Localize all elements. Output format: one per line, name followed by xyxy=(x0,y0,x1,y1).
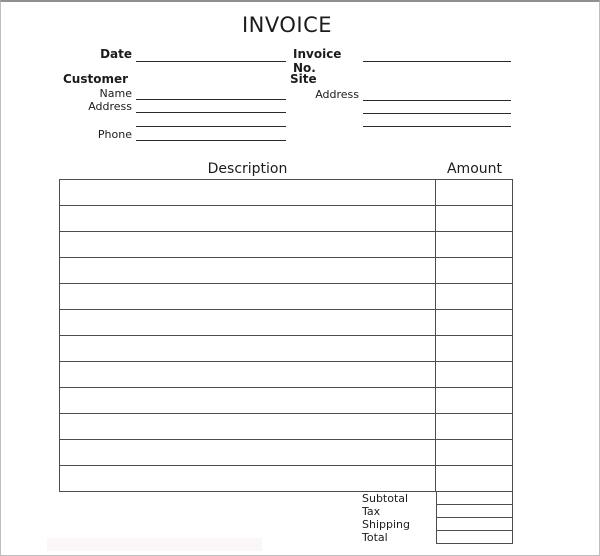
description-cell[interactable] xyxy=(60,388,435,413)
amount-cell[interactable] xyxy=(435,206,512,231)
description-column-header: Description xyxy=(207,161,288,177)
description-cell[interactable] xyxy=(60,284,435,309)
amount-cell[interactable] xyxy=(435,310,512,335)
customer-address-label: Address xyxy=(88,100,132,113)
customer-name-label: Name xyxy=(99,87,132,100)
totals-section xyxy=(59,492,513,544)
customer-address2-field-line[interactable] xyxy=(136,113,286,127)
amount-cell[interactable] xyxy=(435,232,512,257)
date-field-line[interactable] xyxy=(136,47,286,62)
description-cell[interactable] xyxy=(60,362,435,387)
table-row xyxy=(60,361,512,387)
description-cell[interactable] xyxy=(60,336,435,361)
amount-cell[interactable] xyxy=(435,180,512,205)
items-table xyxy=(59,179,513,492)
table-row xyxy=(60,231,512,257)
invoice-no-field-line[interactable] xyxy=(363,47,511,62)
subtotal-amount-box[interactable] xyxy=(436,491,513,505)
table-row xyxy=(60,180,512,205)
total-amount-box[interactable] xyxy=(436,530,513,544)
amount-cell[interactable] xyxy=(435,336,512,361)
shipping-amount-box[interactable] xyxy=(436,517,513,531)
description-cell[interactable] xyxy=(60,466,435,491)
amount-cell[interactable] xyxy=(435,258,512,283)
amount-cell[interactable] xyxy=(435,440,512,465)
customer-phone-label: Phone xyxy=(97,128,132,141)
page-title: INVOICE xyxy=(241,13,333,37)
customer-name-field-line[interactable] xyxy=(136,86,286,100)
table-row xyxy=(60,309,512,335)
site-address-label: Address xyxy=(315,88,359,101)
shipping-label: Shipping xyxy=(362,518,410,531)
site-address-field-line-3[interactable] xyxy=(363,113,511,127)
amount-cell[interactable] xyxy=(435,284,512,309)
amount-cell[interactable] xyxy=(435,466,512,491)
table-row xyxy=(60,283,512,309)
description-cell[interactable] xyxy=(60,258,435,283)
amount-column-header: Amount xyxy=(446,161,502,177)
amount-cell[interactable] xyxy=(435,414,512,439)
site-address-field-line-2[interactable] xyxy=(363,100,511,114)
description-cell[interactable] xyxy=(60,414,435,439)
description-cell[interactable] xyxy=(60,440,435,465)
table-row xyxy=(60,335,512,361)
customer-address-field-line[interactable] xyxy=(136,99,286,113)
description-cell[interactable] xyxy=(60,232,435,257)
description-cell[interactable] xyxy=(60,180,435,205)
description-cell[interactable] xyxy=(60,206,435,231)
amount-cell[interactable] xyxy=(435,362,512,387)
table-row xyxy=(60,205,512,231)
table-row xyxy=(60,257,512,283)
table-row xyxy=(60,439,512,465)
scan-artifact-highlight xyxy=(47,538,262,551)
table-row xyxy=(60,387,512,413)
customer-phone-field-line[interactable] xyxy=(136,127,286,141)
table-row xyxy=(60,413,512,439)
tax-label: Tax xyxy=(362,505,381,518)
table-row xyxy=(60,465,512,491)
invoice-no-label: Invoice No. xyxy=(293,47,342,75)
tax-amount-box[interactable] xyxy=(436,504,513,518)
subtotal-label: Subtotal xyxy=(362,492,409,505)
date-label: Date xyxy=(100,47,132,61)
customer-heading: Customer xyxy=(63,72,129,86)
site-address-field-line-1[interactable] xyxy=(363,87,511,101)
description-cell[interactable] xyxy=(60,310,435,335)
total-label: Total xyxy=(362,531,388,544)
site-heading: Site xyxy=(290,72,317,86)
amount-cell[interactable] xyxy=(435,388,512,413)
